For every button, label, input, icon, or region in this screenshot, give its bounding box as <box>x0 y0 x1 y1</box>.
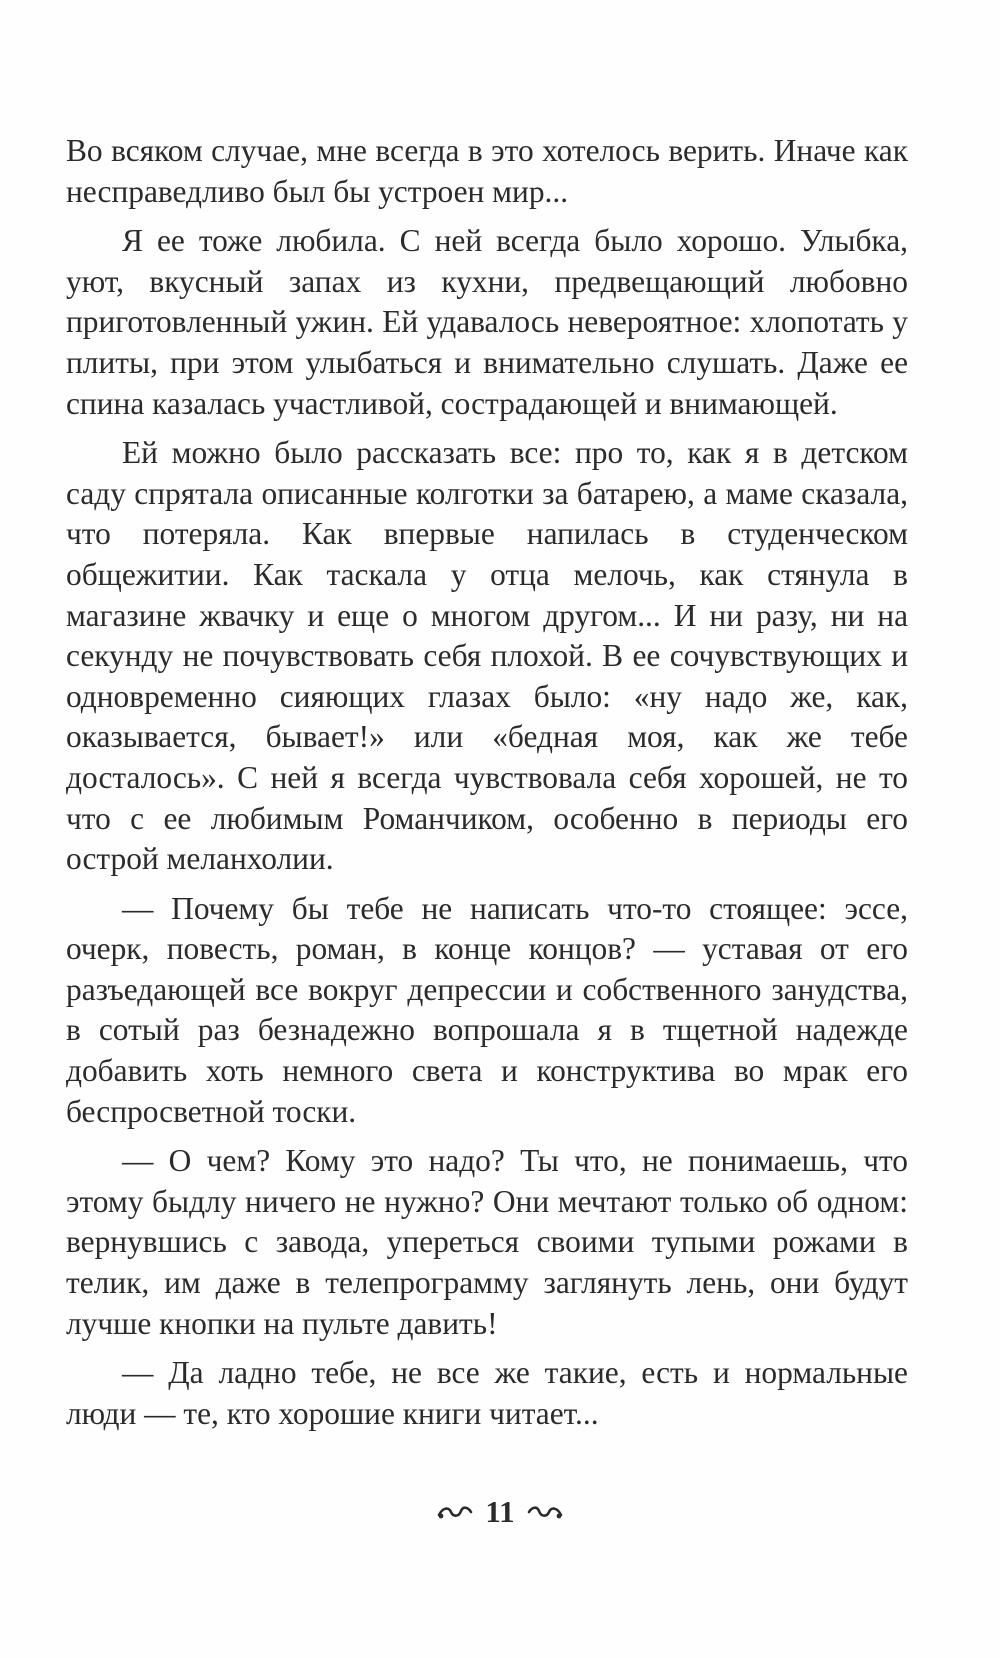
paragraph-6: — Да ладно тебе, не все же такие, есть и нормальные люди — те, кто хорошие книги читает... <box>66 1355 908 1431</box>
body-text <box>66 131 908 1443</box>
left-ornament-icon <box>437 1503 473 1521</box>
paragraph-4: — Почему бы тебе не написать что-то стоящее: эссе, очерк, повесть, роман, в конце концов? — уставая от его разъедающей все вокруг депрессии и собственного занудства, в сотый раз безнадежно вопрошала я в тщетной надежде добавить хоть немного света и конструктива во мрак его беспросветной тоски. <box>66 890 908 1129</box>
paragraph-3: Ей можно было рассказать все: про то, как я в детском саду спрятала описанные колготки за батарею, а маме сказала, что потеряла. Как впервые напилась в студенческом общежитии. Как таскала у отца мелочь, как стянула в магазине жвачку и еще о многом другом... И ни разу, ни на секунду не почувствовать себя плохой. В ее сочувствующих и одновременно сияющих глазах было: «ну надо же, как, оказывается, бывает!» или «бедная моя, как же тебе досталось». С ней я всегда чувствовала себя хорошей, не то что с ее любимым Романчиком, особенно в периоды его острой меланхолии. <box>66 435 908 877</box>
page-folio <box>0 1494 1000 1530</box>
paragraph-1: Во всяком случае, мне всегда в это хотелось верить. Иначе как несправедливо был бы устроен мир... <box>66 133 908 209</box>
page-number: 11 <box>485 1494 515 1529</box>
paragraph-2: Я ее тоже любила. С ней всегда было хорошо. Улыбка, уют, вкусный запах из кухни, предвещающий любовно приготовленный ужин. Ей удавалось невероятное: хлопотать у плиты, при этом улыбаться и внимательно слушать. Даже ее спина казалась участливой, сострадающей и внимающей. <box>66 223 908 421</box>
right-ornament-icon <box>527 1503 563 1521</box>
paragraph-5: — О чем? Кому это надо? Ты что, не понимаешь, что этому быдлу ничего не нужно? Они мечтают только об одном: вернувшись с завода, упереться своими тупыми рожами в телик, им даже в телепрограмму заглянуть лень, они будут лучше кнопки на пульте давить! <box>66 1143 908 1341</box>
